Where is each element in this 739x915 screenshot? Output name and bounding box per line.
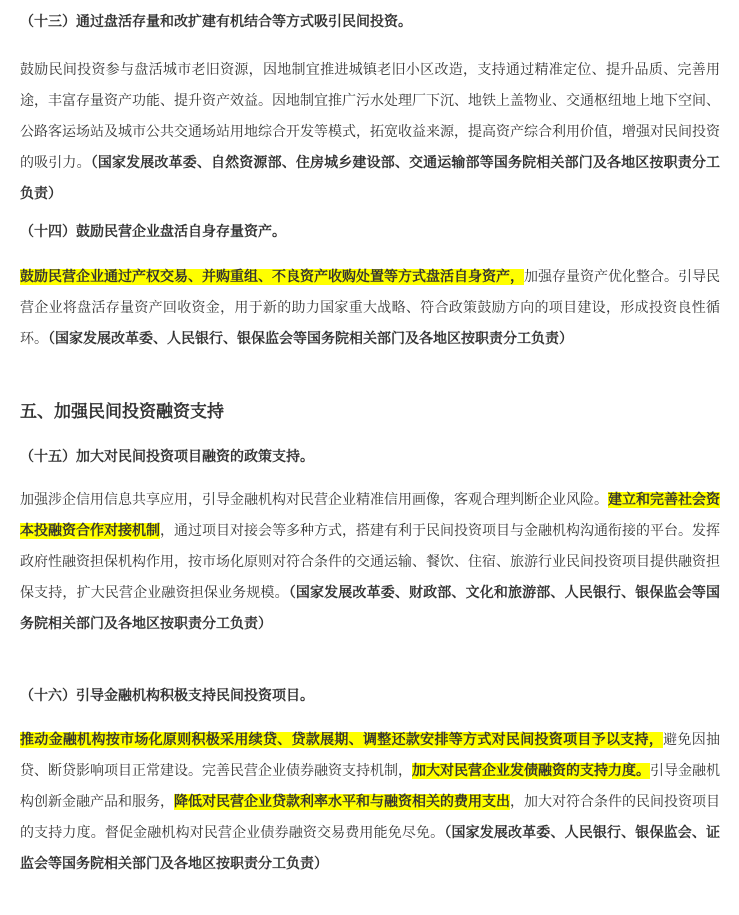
subsection-16-paragraph: [20, 725, 720, 880]
paragraph-text: 避免因抽贷、断贷影响项目正常建设。完善民营企业债券融资支持机制，: [20, 732, 721, 779]
responsibility-note: （国家发展改革委、人民银行、银保监会、证监会等国务院相关部门及各地区按职责分工负责）: [20, 825, 721, 872]
paragraph-text: 加强存量资产优化整合。引导民营企业将盘活存量资产回收资金，用于新的助力国家重大战略、符合政策鼓励方向的项目建设，形成投资良性循环。: [20, 269, 720, 347]
highlighted-text: 鼓励民营企业通过产权交易、并购重组、不良资产收购处置等方式盘活自身资产，: [20, 269, 524, 285]
paragraph-text: 鼓励民间投资参与盘活城市老旧资源，因地制宜推进城镇老旧小区改造，支持通过精准定位、提升品质、完善用途，丰富存量资产功能、提升资产效益。因地制宜推广污水处理厂下沉、地铁上盖物业、交通枢纽地上地下空间、公路客运场站及城市公共交通场站用地综合开发等模式，拓宽收益来源，提高资产综合利用价值，增强对民间投资的吸引力。: [20, 62, 720, 171]
responsibility-note: （国家发展改革委、自然资源部、住房城乡建设部、交通运输部等国务院相关部门及各地区按职责分工负责）: [20, 155, 721, 202]
highlighted-text: 加大对民营企业发债融资的支持力度。: [412, 763, 650, 779]
paragraph-text: 加强涉企信用信息共享应用，引导金融机构对民营企业精准信用画像，客观合理判断企业风险。: [20, 492, 608, 508]
paragraph-text: ，加大对符合条件的民间投资项目的支持力度。督促金融机构对民营企业债券融资交易费用能免尽免。: [20, 794, 720, 841]
highlighted-text: 降低对民营企业贷款利率水平和与融资相关的费用支出: [174, 794, 510, 810]
paragraph-text: 引导金融机构创新金融产品和服务，: [20, 763, 720, 810]
subsection-16-title: （十六）引导金融机构积极支持民间投资项目。: [20, 688, 314, 704]
subsection-13-title: （十三）通过盘活存量和改扩建有机结合等方式吸引民间投资。: [20, 14, 412, 30]
paragraph-text: ，通过项目对接会等多种方式，搭建有利于民间投资项目与金融机构沟通衔接的平台。发挥政府性融资担保机构作用，按市场化原则对符合条件的交通运输、餐饮、住宿、旅游行业民间投资项目提供融资担保支持，扩大民营企业融资担保业务规模。: [20, 523, 720, 601]
responsibility-note: （国家发展改革委、财政部、文化和旅游部、人民银行、银保监会等国务院相关部门及各地区按职责分工负责）: [20, 585, 721, 632]
subsection-13-paragraph: [20, 55, 720, 210]
subsection-15-title: （十五）加大对民间投资项目融资的政策支持。: [20, 449, 314, 465]
section-5-heading: 五、加强民间投资融资支持: [20, 402, 224, 422]
subsection-15-paragraph: [20, 485, 720, 640]
subsection-14-title: （十四）鼓励民营企业盘活自身存量资产。: [20, 224, 286, 240]
highlighted-text: 建立和完善社会资本投融资合作对接机制: [20, 492, 720, 539]
highlighted-text: 推动金融机构按市场化原则积极采用续贷、贷款展期、调整还款安排等方式对民间投资项目予以支持，: [20, 732, 664, 748]
subsection-14-paragraph: [20, 262, 720, 355]
responsibility-note: （国家发展改革委、人民银行、银保监会等国务院相关部门及各地区按职责分工负责）: [48, 331, 573, 347]
